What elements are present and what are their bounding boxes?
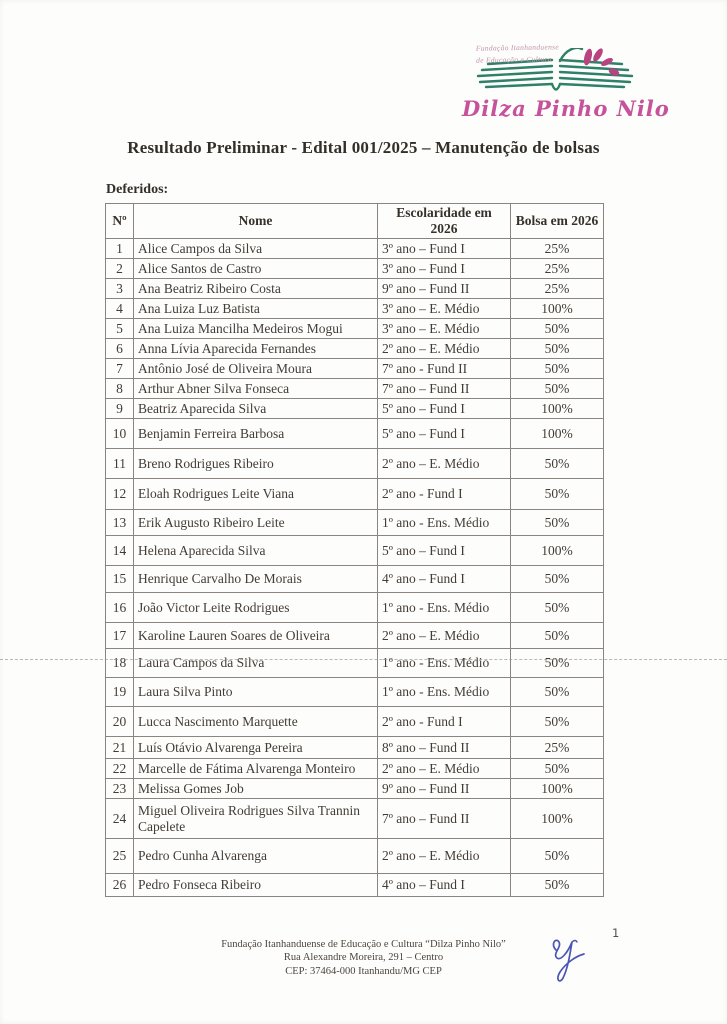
name-cell: Helena Aparecida Silva — [134, 536, 378, 566]
escolaridade-cell: 4º ano – Fund I — [378, 874, 511, 897]
row-number-cell: 12 — [106, 479, 134, 510]
bolsa-cell: 50% — [511, 449, 604, 479]
bolsa-cell: 50% — [511, 649, 604, 678]
bolsa-cell: 50% — [511, 479, 604, 510]
name-cell: Laura Silva Pinto — [134, 678, 378, 707]
table-row — [106, 536, 604, 566]
table-row — [106, 339, 604, 359]
name-cell: Pedro Fonseca Ribeiro — [134, 874, 378, 897]
table-row — [106, 759, 604, 779]
bolsa-cell: 50% — [511, 510, 604, 536]
bolsa-cell: 50% — [511, 678, 604, 707]
bolsa-cell: 25% — [511, 239, 604, 259]
row-number-cell: 10 — [106, 419, 134, 449]
logo-org-script-text: Fundação Itanhanduense de Educação e Cultura — [475, 42, 560, 65]
bolsa-cell: 50% — [511, 379, 604, 399]
escolaridade-cell: 2º ano – E. Médio — [378, 623, 511, 649]
row-number-cell: 24 — [106, 799, 134, 839]
row-number-cell: 5 — [106, 319, 134, 339]
name-cell: Eloah Rodrigues Leite Viana — [134, 479, 378, 510]
results-table — [105, 203, 604, 897]
table-row — [106, 259, 604, 279]
bolsa-cell: 50% — [511, 566, 604, 593]
row-number-cell: 18 — [106, 649, 134, 678]
header-number: Nº — [106, 204, 134, 239]
header-name: Nome — [134, 204, 378, 239]
name-cell: Melissa Gomes Job — [134, 779, 378, 799]
bolsa-cell: 25% — [511, 259, 604, 279]
row-number-cell: 21 — [106, 737, 134, 759]
page-number: 1 — [612, 926, 620, 940]
name-cell: Luís Otávio Alvarenga Pereira — [134, 737, 378, 759]
bolsa-cell: 50% — [511, 593, 604, 623]
bolsa-cell: 100% — [511, 299, 604, 319]
table-row — [106, 239, 604, 259]
row-number-cell: 8 — [106, 379, 134, 399]
escolaridade-cell: 2º ano - Fund I — [378, 479, 511, 510]
row-number-cell: 14 — [106, 536, 134, 566]
row-number-cell: 1 — [106, 239, 134, 259]
bolsa-cell: 100% — [511, 399, 604, 419]
section-label-deferidos: Deferidos: — [106, 182, 169, 197]
escolaridade-cell: 2º ano – E. Médio — [378, 759, 511, 779]
escolaridade-cell: 1º ano - Ens. Médio — [378, 593, 511, 623]
name-cell: Erik Augusto Ribeiro Leite — [134, 510, 378, 536]
name-cell: Karoline Lauren Soares de Oliveira — [134, 623, 378, 649]
header-bolsa: Bolsa em 2026 — [511, 204, 604, 239]
escolaridade-cell: 3º ano – Fund I — [378, 239, 511, 259]
escolaridade-cell: 8º ano – Fund II — [378, 737, 511, 759]
table-row — [106, 799, 604, 839]
row-number-cell: 22 — [106, 759, 134, 779]
escolaridade-cell: 1º ano - Ens. Médio — [378, 678, 511, 707]
row-number-cell: 13 — [106, 510, 134, 536]
name-cell: Lucca Nascimento Marquette — [134, 707, 378, 737]
bolsa-cell: 50% — [511, 839, 604, 874]
row-number-cell: 2 — [106, 259, 134, 279]
table-row — [106, 839, 604, 874]
table-row — [106, 359, 604, 379]
escolaridade-cell: 2º ano – E. Médio — [378, 449, 511, 479]
row-number-cell: 26 — [106, 874, 134, 897]
name-cell: Arthur Abner Silva Fonseca — [134, 379, 378, 399]
escolaridade-cell: 1º ano - Ens. Médio — [378, 510, 511, 536]
name-cell: Henrique Carvalho De Morais — [134, 566, 378, 593]
escolaridade-cell: 3º ano – E. Médio — [378, 319, 511, 339]
bolsa-cell: 25% — [511, 279, 604, 299]
escolaridade-cell: 2º ano - Fund I — [378, 707, 511, 737]
table-row — [106, 649, 604, 678]
escolaridade-cell: 4º ano – Fund I — [378, 566, 511, 593]
name-cell: Alice Campos da Silva — [134, 239, 378, 259]
table-row — [106, 449, 604, 479]
footer-address-block — [0, 938, 727, 978]
table-row — [106, 299, 604, 319]
name-cell: Beatriz Aparecida Silva — [134, 399, 378, 419]
header-escolaridade: Escolaridade em 2026 — [378, 204, 511, 239]
table-row — [106, 399, 604, 419]
name-cell: Breno Rodrigues Ribeiro — [134, 449, 378, 479]
table-header-row — [106, 204, 604, 239]
escolaridade-cell: 9º ano – Fund II — [378, 779, 511, 799]
bolsa-cell: 50% — [511, 623, 604, 649]
table-row — [106, 419, 604, 449]
handwritten-initials-icon — [544, 934, 608, 994]
results-table-body — [106, 239, 604, 897]
logo-name-text: Dilza Pinho Nilo — [462, 96, 670, 121]
table-row — [106, 479, 604, 510]
escolaridade-cell: 9º ano – Fund II — [378, 279, 511, 299]
escolaridade-cell: 2º ano – E. Médio — [378, 839, 511, 874]
escolaridade-cell: 7º ano - Fund II — [378, 359, 511, 379]
escolaridade-cell: 5º ano – Fund I — [378, 399, 511, 419]
bolsa-cell: 50% — [511, 707, 604, 737]
row-number-cell: 19 — [106, 678, 134, 707]
row-number-cell: 20 — [106, 707, 134, 737]
escolaridade-cell: 5º ano – Fund I — [378, 419, 511, 449]
escolaridade-cell: 2º ano – E. Médio — [378, 339, 511, 359]
table-row — [106, 379, 604, 399]
table-row — [106, 510, 604, 536]
escolaridade-cell: 3º ano – E. Médio — [378, 299, 511, 319]
name-cell: Laura Campos da Silva — [134, 649, 378, 678]
name-cell: Pedro Cunha Alvarenga — [134, 839, 378, 874]
name-cell: Antônio José de Oliveira Moura — [134, 359, 378, 379]
table-row — [106, 874, 604, 897]
escolaridade-cell: 1º ano - Ens. Médio — [378, 649, 511, 678]
row-number-cell: 23 — [106, 779, 134, 799]
bolsa-cell: 50% — [511, 759, 604, 779]
name-cell: Marcelle de Fátima Alvarenga Monteiro — [134, 759, 378, 779]
footer-line-street: Rua Alexandre Moreira, 291 – Centro — [283, 952, 444, 964]
bolsa-cell: 50% — [511, 339, 604, 359]
scan-fold-crease-line — [0, 659, 727, 660]
row-number-cell: 4 — [106, 299, 134, 319]
name-cell: Miguel Oliveira Rodrigues Silva Trannin Capelete — [134, 799, 378, 839]
row-number-cell: 15 — [106, 566, 134, 593]
document-title: Resultado Preliminar - Edital 001/2025 – Manutenção de bolsas — [127, 138, 600, 157]
bolsa-cell: 50% — [511, 319, 604, 339]
table-row — [106, 707, 604, 737]
bolsa-cell: 25% — [511, 737, 604, 759]
name-cell: Benjamin Ferreira Barbosa — [134, 419, 378, 449]
table-row — [106, 678, 604, 707]
table-row — [106, 593, 604, 623]
name-cell: Anna Lívia Aparecida Fernandes — [134, 339, 378, 359]
row-number-cell: 16 — [106, 593, 134, 623]
escolaridade-cell: 7º ano – Fund II — [378, 379, 511, 399]
bolsa-cell: 100% — [511, 419, 604, 449]
table-row — [106, 279, 604, 299]
bolsa-cell: 100% — [511, 799, 604, 839]
row-number-cell: 25 — [106, 839, 134, 874]
escolaridade-cell: 7º ano – Fund II — [378, 799, 511, 839]
bolsa-cell: 50% — [511, 874, 604, 897]
escolaridade-cell: 3º ano – Fund I — [378, 259, 511, 279]
row-number-cell: 6 — [106, 339, 134, 359]
footer-line-cep: CEP: 37464-000 Itanhandu/MG CEP — [285, 965, 442, 977]
row-number-cell: 9 — [106, 399, 134, 419]
table-row — [106, 566, 604, 593]
name-cell: Ana Beatriz Ribeiro Costa — [134, 279, 378, 299]
row-number-cell: 3 — [106, 279, 134, 299]
row-number-cell: 11 — [106, 449, 134, 479]
table-row — [106, 623, 604, 649]
table-row — [106, 319, 604, 339]
row-number-cell: 17 — [106, 623, 134, 649]
name-cell: Ana Luiza Mancilha Medeiros Mogui — [134, 319, 378, 339]
name-cell: Ana Luiza Luz Batista — [134, 299, 378, 319]
row-number-cell: 7 — [106, 359, 134, 379]
table-row — [106, 779, 604, 799]
table-row — [106, 737, 604, 759]
bolsa-cell: 100% — [511, 779, 604, 799]
foundation-logo — [462, 36, 670, 121]
escolaridade-cell: 5º ano – Fund I — [378, 536, 511, 566]
name-cell: Alice Santos de Castro — [134, 259, 378, 279]
bolsa-cell: 50% — [511, 359, 604, 379]
footer-line-org: Fundação Itanhanduense de Educação e Cultura “Dilza Pinho Nilo” — [221, 939, 506, 950]
name-cell: João Victor Leite Rodrigues — [134, 593, 378, 623]
bolsa-cell: 100% — [511, 536, 604, 566]
